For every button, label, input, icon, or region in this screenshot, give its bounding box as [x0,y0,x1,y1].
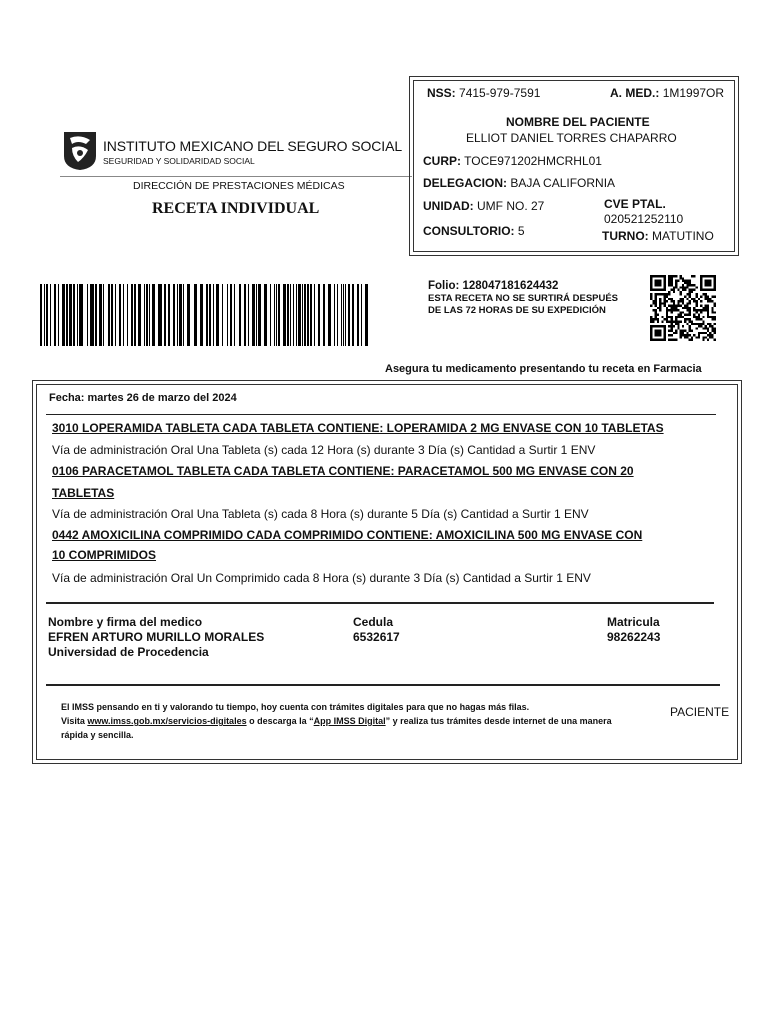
amed-value: 1M1997OR [662,86,725,100]
consultorio-field: CONSULTORIO: 5 [423,224,525,238]
nss-field: NSS: 7415-979-7591 [427,86,541,100]
patient-name-label: NOMBRE DEL PACIENTE [506,115,650,129]
matricula-value: 98262243 [607,630,661,644]
copy-label: PACIENTE [670,705,730,719]
delegacion-value: BAJA CALIFORNIA [510,176,616,190]
matricula-label: Matricula [607,615,660,629]
medication-3-instructions: Vía de administración Oral Un Comprimido cada 8 Hora (s) durante 3 Día (s) Cantidad a Surtir 1 ENV [52,571,591,585]
cedula-value: 6532617 [353,630,400,644]
qr-code-icon [650,275,716,341]
imss-logo-icon [60,128,100,172]
folio-number: Folio: 128047181624432 [428,280,559,292]
folio-note: ESTA RECETA NO SE SURTIRÁ DESPUÉS DE LAS 72 HORAS DE SU EXPEDICIÓN [428,293,619,316]
firma-label: Nombre y firma del medico [48,615,203,629]
cedula-block [353,615,400,645]
turno-field: TURNO: MATUTINO [602,229,714,243]
doctor-name: EFREN ARTURO MURILLO MORALES [48,630,265,644]
matricula-block [607,615,660,645]
app-imss-digital-link[interactable]: App IMSS Digital [313,716,386,726]
cve-value: 020521252110 [604,212,684,226]
universidad-label: Universidad de Procedencia [48,645,209,659]
cve-label: CVE PTAL. [604,197,666,211]
medication-1-name: 3010 LOPERAMIDA TABLETA CADA TABLETA CONTIENE: LOPERAMIDA 2 MG ENVASE CON 10 TABLETAS [52,421,664,435]
institution-subtitle: SEGURIDAD Y SOLIDARIDAD SOCIAL [103,156,255,166]
header-divider [60,176,412,177]
footer-divider [46,684,720,686]
consultorio-value: 5 [517,224,525,238]
unidad-value: UMF NO. 27 [477,199,545,213]
signature-divider [46,602,714,604]
medication-2-name: 0106 PARACETAMOL TABLETA CADA TABLETA CONTIENE: PARACETAMOL 500 MG ENVASE CON 20 [52,464,634,478]
medication-1-instructions: Vía de administración Oral Una Tableta (s) cada 12 Hora (s) durante 3 Día (s) Cantidad a Surtir 1 ENV [52,443,596,457]
delegacion-field: DELEGACION: BAJA CALIFORNIA [423,176,616,190]
digital-services-notice: El IMSS pensando en ti y valorando tu tiempo, hoy cuenta con trámites digitales para que no hagas más filas. Visita www.imss.gob.mx/servicios-digitales o descarga la “App IMSS Digital” y realiza tus trámites desde internet de una manera rápida y sencilla. [61,702,612,740]
patient-name: ELLIOT DANIEL TORRES CHAPARRO [466,131,677,145]
imss-services-link[interactable]: www.imss.gob.mx/servicios-digitales [87,716,247,726]
prescription-date: Fecha: martes 26 de marzo del 2024 [49,392,237,404]
doctor-block [48,615,264,660]
document-title: RECETA INDIVIDUAL [152,200,320,217]
curp-value: TOCE971202HMCRHL01 [464,154,602,168]
medication-2-name-cont: TABLETAS [52,486,115,500]
medication-2-instructions: Vía de administración Oral Una Tableta (s) cada 8 Hora (s) durante 5 Día (s) Cantidad a Surtir 1 ENV [52,507,589,521]
asegura-notice: Asegura tu medicamento presentando tu receta en Farmacia [385,363,702,375]
barcode-icon [40,284,368,346]
curp-field: CURP: TOCE971202HMCRHL01 [423,154,602,168]
cedula-label: Cedula [353,615,394,629]
nss-value: 7415-979-7591 [459,86,541,100]
date-divider [46,414,716,415]
unidad-field: UNIDAD: UMF NO. 27 [423,199,545,213]
amed-field: A. MED.: 1M1997OR [610,86,725,100]
medication-3-name: 0442 AMOXICILINA COMPRIMIDO CADA COMPRIMIDO CONTIENE: AMOXICILINA 500 MG ENVASE CON [52,528,643,542]
direccion-label: DIRECCIÓN DE PRESTACIONES MÉDICAS [133,180,345,192]
turno-value: MATUTINO [652,229,714,243]
institution-name: INSTITUTO MEXICANO DEL SEGURO SOCIAL [103,138,403,154]
medication-3-name-cont: 10 COMPRIMIDOS [52,548,157,562]
